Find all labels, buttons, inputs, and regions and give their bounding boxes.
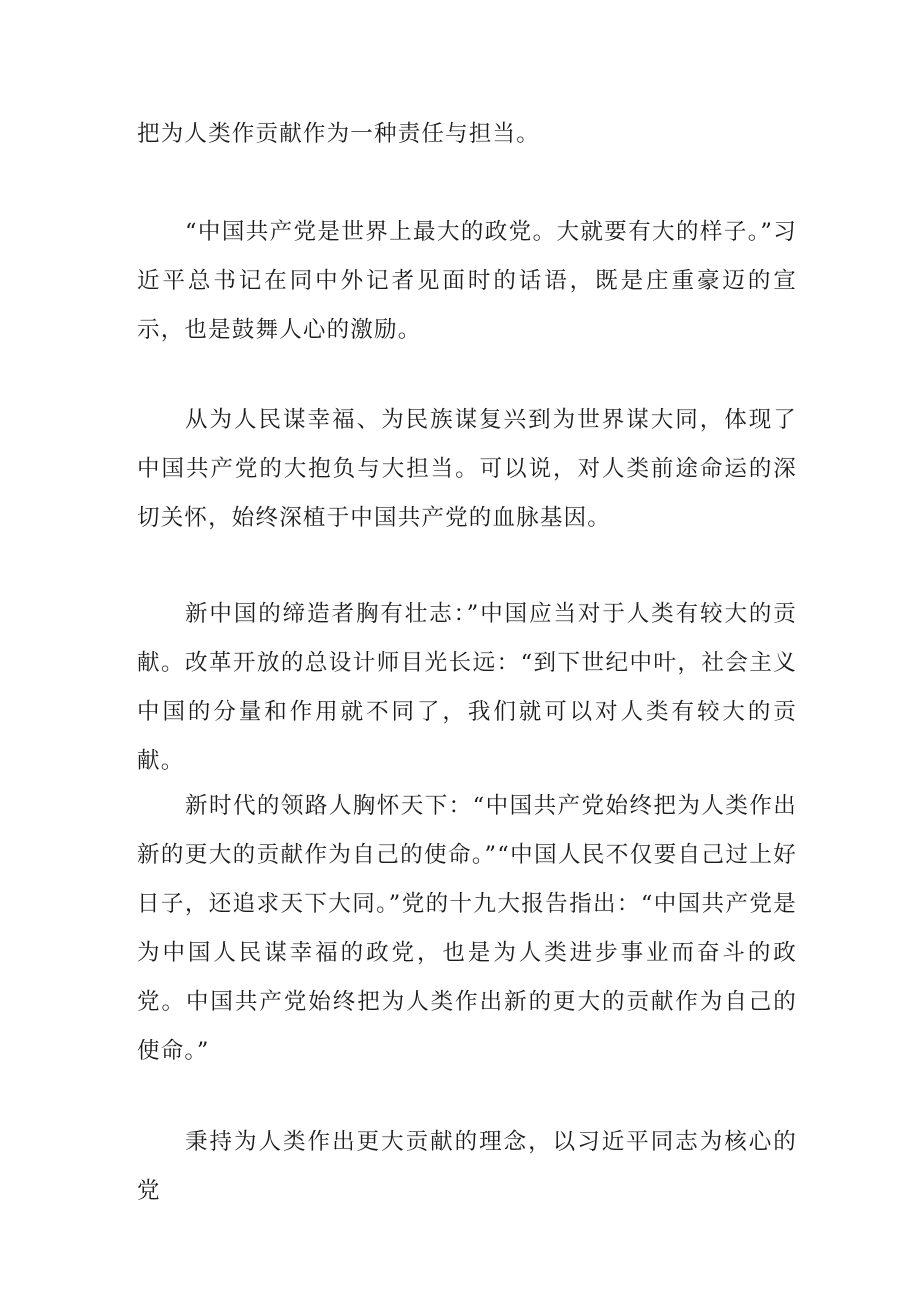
paragraph-4: 新中国的缔造者胸有壮志：”中国应当对于人类有较大的贡献。改革开放的总设计师目光长远：“到下世纪中叶，社会主义中国的分量和作用就不同了，我们就可以对人类有较大的贡献。	[137, 601, 797, 774]
paragraph-3: 从为人民谋幸福、为民族谋复兴到为世界谋大同，体现了中国共产党的大抱负与大担当。可以说，对人类前途命运的深切关怀，始终深植于中国共产党的血脉基因。	[137, 407, 797, 531]
paragraph-6: 秉持为人类作出更大贡献的理念，以习近平同志为核心的党	[137, 1129, 797, 1204]
paragraph-1: 把为人类作贡献作为一种责任与担当。	[137, 121, 540, 147]
paragraph-5: 新时代的领路人胸怀天下：“中国共产党始终把为人类作出新的更大的贡献作为自己的使命。”“中国人民不仅要自己过上好日子，还追求天下大同。”党的十九大报告指出：“中国共产党是为中国人民谋幸福的政党，也是为人类进步事业而奋斗的政党。中国共产党始终把为人类作出新的更大的贡献作为自己的使命。”	[137, 793, 797, 1064]
paragraph-2: “中国共产党是世界上最大的政党。大就要有大的样子。”习近平总书记在同中外记者见面时的话语，既是庄重豪迈的宣示，也是鼓舞人心的激励。	[137, 219, 797, 343]
